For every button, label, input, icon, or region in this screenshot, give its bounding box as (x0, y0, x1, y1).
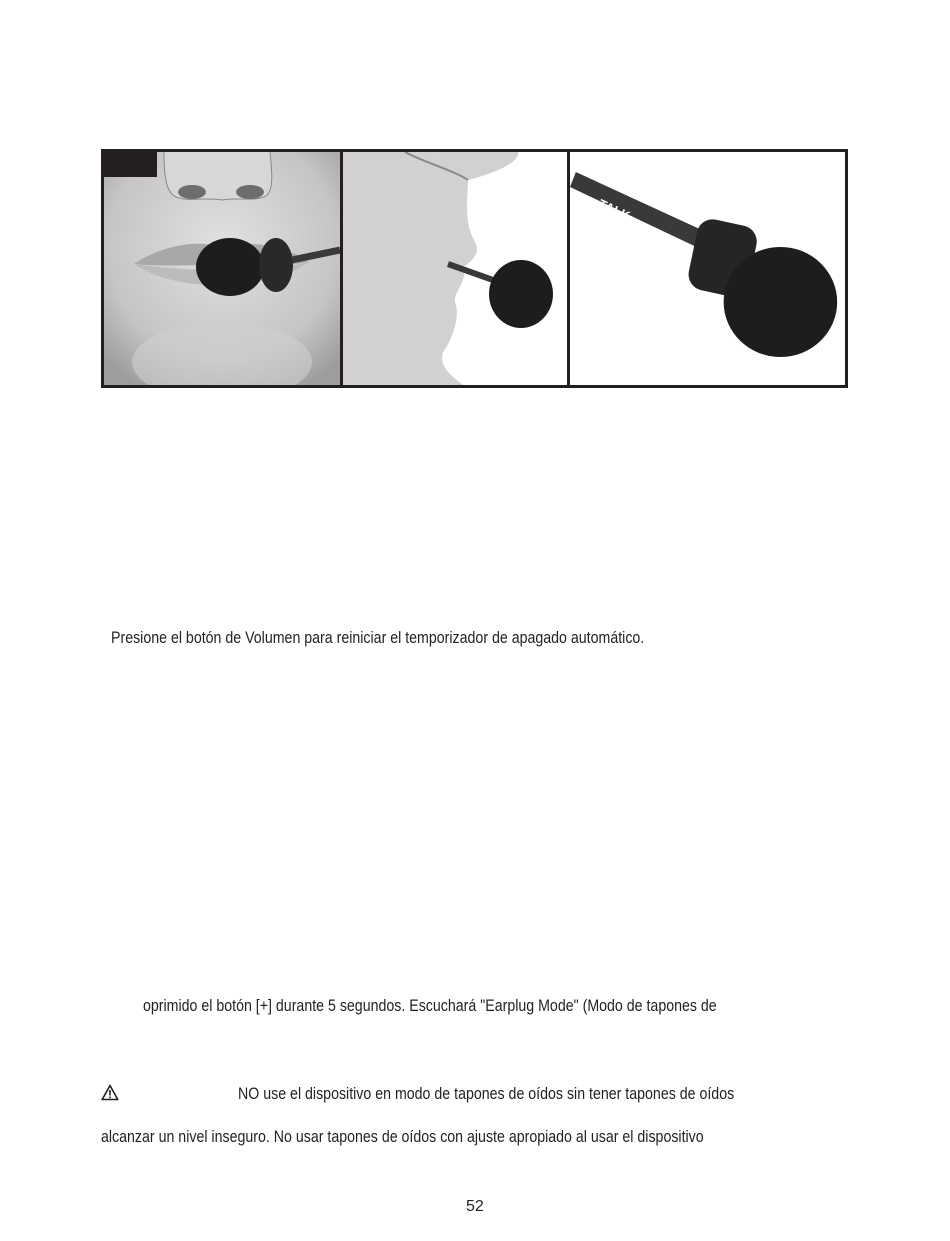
mouth-front-image (104, 152, 343, 385)
mouth-profile-image (343, 152, 570, 385)
warning-text-line2: alcanzar un nivel inseguro. No usar tapones de oídos con ajuste apropiado al usar el dispositivo (101, 1128, 704, 1146)
talk-label: TALK (596, 195, 633, 224)
warning-triangle-icon (101, 1084, 119, 1101)
instruction-volume-reset: Presione el botón de Volumen para reiniciar el temporizador de apagado automático. (111, 629, 645, 647)
instruction-earplug-mode: oprimido el botón [+] durante 5 segundos. Escuchará "Earplug Mode" (Modo de tapones de (143, 997, 717, 1015)
figure-mic-placement (101, 149, 848, 388)
warning-text-line1: NO use el dispositivo en modo de tapones de oídos sin tener tapones de oídos (238, 1085, 735, 1103)
page-number: 52 (466, 1198, 484, 1215)
mic-closeup-image (570, 152, 845, 385)
figure-label-tag (104, 152, 157, 177)
